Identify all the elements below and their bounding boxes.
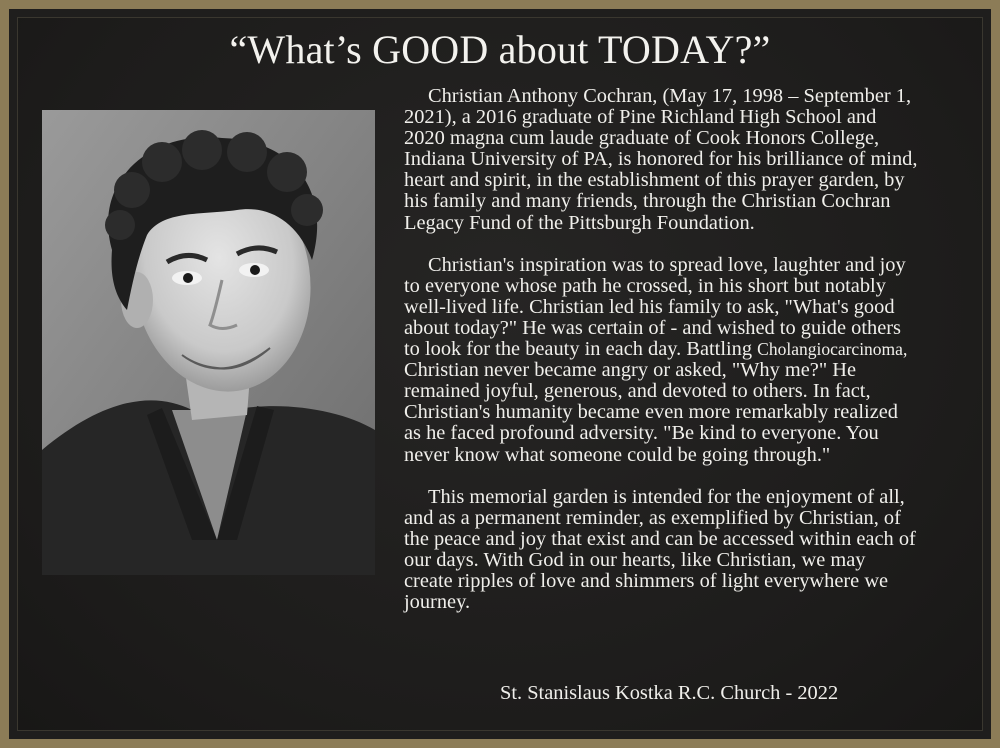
plaque-title: “What’s GOOD about TODAY?” xyxy=(229,27,771,72)
text-line: Indiana University of PA, is honored for his brilliance of mind, xyxy=(404,148,918,171)
paragraph-inspiration xyxy=(404,255,984,466)
text-line: to everyone whose path he crossed, in his short but notably xyxy=(404,274,886,297)
text-line: Cholangiocarcinoma, xyxy=(757,339,908,360)
portrait-illustration xyxy=(42,110,375,575)
text-line: Christian's inspiration was to spread love, laughter and joy xyxy=(428,253,906,276)
paragraph-garden-dedication xyxy=(404,487,984,614)
text-line: 2020 magna cum laude graduate of Cook Honors College, xyxy=(404,127,880,150)
paragraph-biography xyxy=(404,86,984,234)
text-line: as he faced profound adversity. "Be kind to everyone. You xyxy=(404,422,879,445)
text-line: Christian's humanity became even more remarkably realized xyxy=(404,401,898,424)
text-line: the peace and joy that exist and can be accessed within each of xyxy=(404,527,916,550)
text-line: our days. With God in our hearts, like Christian, we may xyxy=(404,548,866,571)
text-line: Legacy Fund of the Pittsburgh Foundation. xyxy=(404,211,755,234)
text-line: never know what someone could be going through." xyxy=(404,443,831,466)
text-line: remained joyful, generous, and devoted to others. In fact, xyxy=(404,380,871,403)
portrait-photo xyxy=(42,110,375,575)
text-line: This memorial garden is intended for the enjoyment of all, xyxy=(428,485,905,508)
text-line: and as a permanent reminder, as exemplified by Christian, of xyxy=(404,506,901,529)
memorial-text xyxy=(404,86,984,634)
text-line: about today?" He was certain of - and wished to guide others xyxy=(404,316,901,339)
text-line: Christian Anthony Cochran, (May 17, 1998 – September 1, xyxy=(428,85,912,107)
text-line: his family and many friends, through the Christian Cochran xyxy=(404,190,891,213)
plaque-footer-church: St. Stanislaus Kostka R.C. Church - 2022 xyxy=(500,682,839,704)
text-line: create ripples of love and shimmers of light everywhere we xyxy=(404,569,889,592)
text-line: to look for the beauty in each day. Battling xyxy=(404,338,758,361)
text-line: 2021), a 2016 graduate of Pine Richland High School and xyxy=(404,106,877,129)
text-line: heart and spirit, in the establishment of this prayer garden, by xyxy=(404,169,905,192)
text-line: well-lived life. Christian led his family to ask, "What's good xyxy=(404,295,895,318)
text-line: journey. xyxy=(404,591,471,614)
text-line: Christian never became angry or asked, "Why me?" He xyxy=(404,359,857,382)
